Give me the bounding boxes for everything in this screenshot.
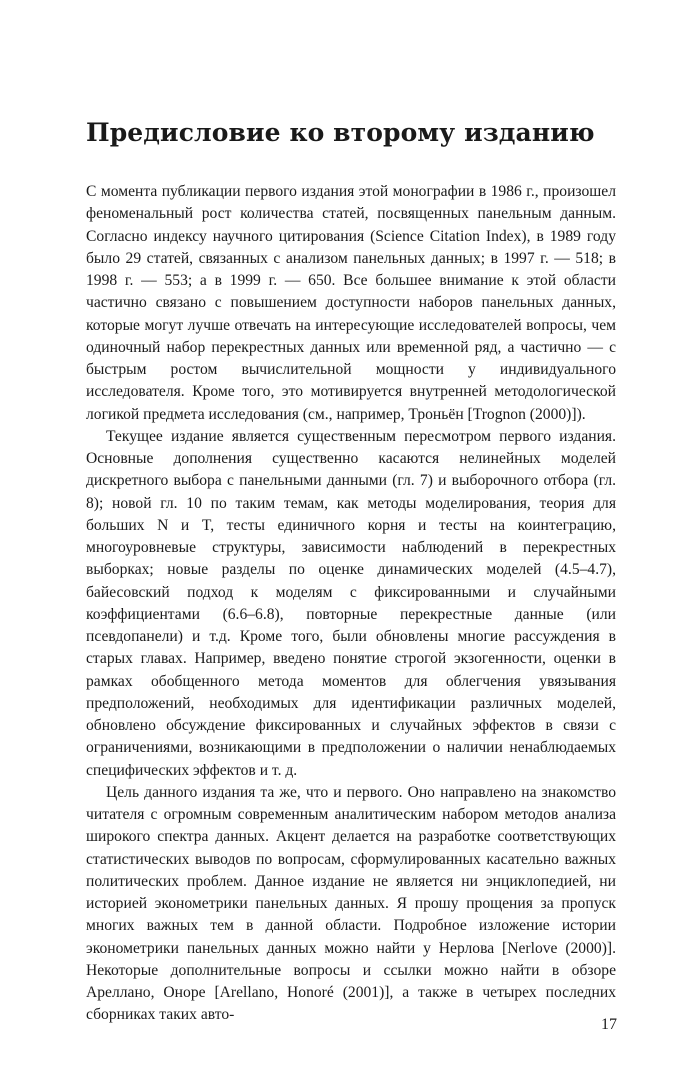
body-text [86, 181, 616, 1027]
page-number: 17 [601, 1016, 617, 1033]
chapter-heading: Предисловие ко второму изданию [86, 118, 595, 147]
paragraph-3: Цель данного издания та же, что и первого. Оно направлено на знакомство читателя с огромным современным аналитическим набором методов анализа широкого спектра данных. Акцент делается на разработке соответствующих статистических выводов по вопросам, сформулированных касательно важных политических проблем. Данное издание не является ни энциклопедией, ни историей эконометрики панельных данных. Я прошу прощения за пропуск многих важных тем в данной области. Подробное изложение истории эконометрики панельных данных можно найти у Нерлова [Nerlove (2000)]. Некоторые дополнительные вопросы и ссылки можно найти в обзоре Ареллано, Оноре [Arellano, Honoré (2001)], а также в четырех последних сборниках таких авто- [86, 783, 616, 1024]
paragraph-2: Текущее издание является существенным пересмотром первого издания. Основные дополнения существенно касаются нелинейных моделей дискретного выбора с панельными данными (гл. 7) и выборочного отбора (гл. 8); новой гл. 10 по таким темам, как методы моделирования, теория для больших N и T, тесты единичного корня и тесты на коинтеграцию, многоуровневые структуры, зависимости наблюдений в перекрестных выборках; новые разделы по оценке динамических моделей (4.5–4.7), байесовский подход к моделям с фиксированными и случайными коэффициентами (6.6–6.8), повторные перекрестные данные (или псевдопанели) и т.д. Кроме того, были обновлены многие рассуждения в старых главах. Например, введено понятие строгой экзогенности, оценки в рамках обобщенного метода моментов для облегчения увязывания предположений, необходимых для идентификации различных моделей, обновлено обсуждение фиксированных и случайных эффектов в связи с ограничениями, возникающими в предположении о наличии ненаблюдаемых специфических эффектов и т. д. [86, 427, 616, 779]
paragraph-1: С момента публикации первого издания этой монографии в 1986 г., произошел феноменальный рост количества статей, посвященных панельным данным. Согласно индексу научного цитирования (Science Citation Index), в 1989 году было 29 статей, связанных с анализом панельных данных; в 1997 г. — 518; в 1998 г. — 553; а в 1999 г. — 650. Все большее внимание к этой области частично связано с повышением доступности наборов панельных данных, которые могут лучше отвечать на интересующие исследователей вопросы, чем одиночный набор перекрестных данных или временной ряд, а частично — с быстрым ростом вычислительной мощности у индивидуального исследователя. Кроме того, это мотивируется внутренней методологической логикой предмета исследования (см., например, Троньён [Trognon (2000)]). [86, 183, 616, 423]
